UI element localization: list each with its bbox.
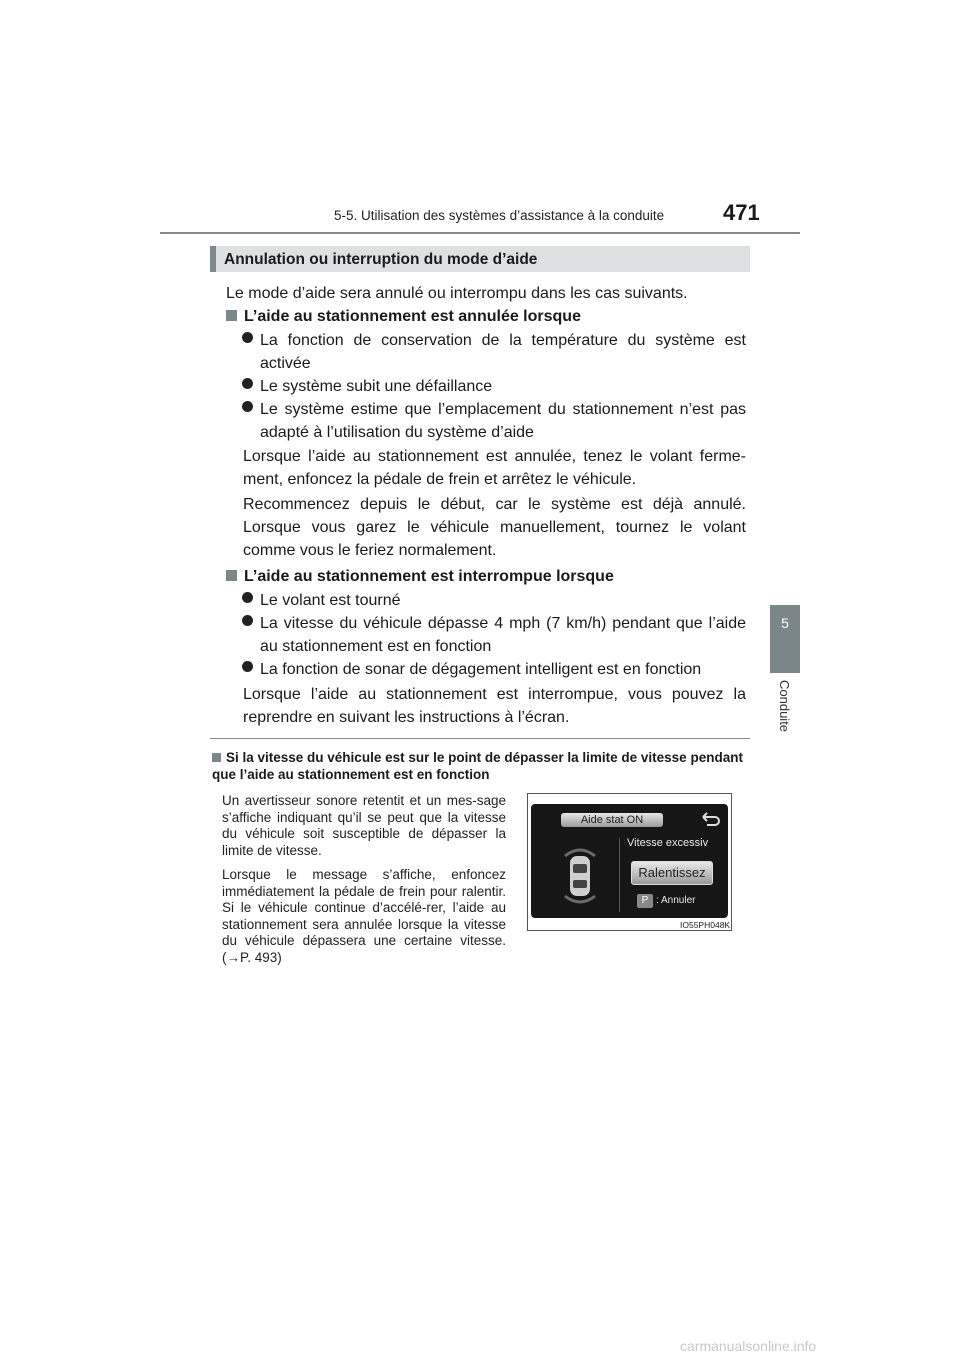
cancel-heading [226, 306, 746, 328]
square-bullet-icon [226, 570, 237, 581]
note-rule [210, 738, 750, 739]
speed-warning-text: Vitesse excessiv [627, 837, 709, 849]
note-heading [212, 749, 752, 783]
round-bullet-icon [242, 615, 253, 626]
list-item [260, 589, 746, 612]
back-arrow-icon [699, 811, 721, 827]
round-bullet-icon [242, 592, 253, 603]
chapter-tab [770, 605, 800, 673]
page-reference: P. 493) [240, 949, 282, 965]
parking-button-icon: P [637, 894, 653, 908]
page-number: 471 [723, 200, 760, 225]
car-top-view-icon [559, 842, 601, 910]
cancel-paragraph-1: Lorsque l’aide au stationnement est annulée, tenez le volant ferme-ment, enfoncez la pédale de frein et arrêtez le véhicule. [243, 448, 746, 488]
list-item-text: La fonction de conservation de la température du système est activée [260, 332, 746, 372]
reference-arrow-icon: → [226, 949, 240, 965]
chapter-tab-number: 5 [781, 615, 789, 631]
list-item [260, 612, 746, 658]
chapter-header: 5-5. Utilisation des systèmes d’assistance à la conduite [334, 208, 665, 223]
section-title: Annulation ou interruption du mode d’aide [224, 251, 538, 268]
round-bullet-icon [242, 378, 253, 389]
note-paragraph-2 [222, 867, 506, 966]
round-bullet-icon [242, 332, 253, 343]
note-paragraph-2-text: Lorsque le message s’affiche, enfoncez immédiatement la pédale de frein pour ralentir. Si le véhicule continue d’accélé-rer, l’aide au stationnement sera annulée lorsque la vitesse du véhicule dépassera une certaine vitesse. ( [222, 867, 506, 965]
list-item-text: Le système subit une défaillance [260, 378, 493, 395]
interrupt-paragraph: Lorsque l’aide au stationnement est interrompue, vous pouvez la reprendre en suivant les instructions à l’écran. [243, 686, 746, 726]
interrupt-heading [226, 566, 746, 588]
assist-status-label: Aide stat ON [561, 813, 663, 827]
slow-down-message: Ralentissez [631, 861, 713, 885]
round-bullet-icon [242, 661, 253, 672]
illustration-caption: IO55PH048K [680, 920, 731, 930]
square-bullet-icon [226, 310, 237, 321]
list-item-text: Le système estime que l’emplacement du stationnement n’est pas adapté à l’utilisation du système d’aide [260, 401, 746, 441]
square-bullet-icon [212, 753, 221, 762]
list-item [260, 329, 746, 375]
note-paragraph-1: Un avertisseur sonore retentit et un mes-sage s’affiche indiquant qu’il se peut que la vitesse du véhicule soit susceptible de dépasser la limite de vitesse. [222, 793, 506, 858]
section-intro: Le mode d’aide sera annulé ou interrompu dans les cas suivants. [226, 285, 688, 302]
list-item-text: La vitesse du véhicule dépasse 4 mph (7 km/h) pendant que l’aide au stationnement est en fonction [260, 615, 746, 655]
screen-divider [619, 838, 620, 912]
cancel-heading-text: L’aide au stationnement est annulée lorsque [244, 308, 581, 325]
cancel-paragraph-2: Recommencez depuis le début, car le système est déjà annulé. Lorsque vous garez le véhicule manuellement, tournez le volant comme vous le feriez normalement. [243, 496, 746, 559]
watermark: carmanualsonline.info [680, 1338, 817, 1354]
interrupt-heading-text: L’aide au stationnement est interrompue lorsque [244, 568, 614, 585]
list-item-text: Le volant est tourné [260, 592, 401, 609]
display-screen [531, 804, 728, 918]
list-item-text: La fonction de sonar de dégagement intelligent est en fonction [260, 661, 702, 678]
cancel-instruction: : Annuler [656, 895, 696, 906]
chapter-tab-label: Conduite [777, 680, 792, 733]
round-bullet-icon [242, 401, 253, 412]
list-item [260, 658, 746, 681]
note-heading-text: Si la vitesse du véhicule est sur le point de dépasser la limite de vitesse pendant que l’aide au stationnement est en fonction [212, 750, 743, 782]
list-item [260, 375, 746, 398]
list-item [260, 398, 746, 444]
header-rule [160, 232, 800, 234]
